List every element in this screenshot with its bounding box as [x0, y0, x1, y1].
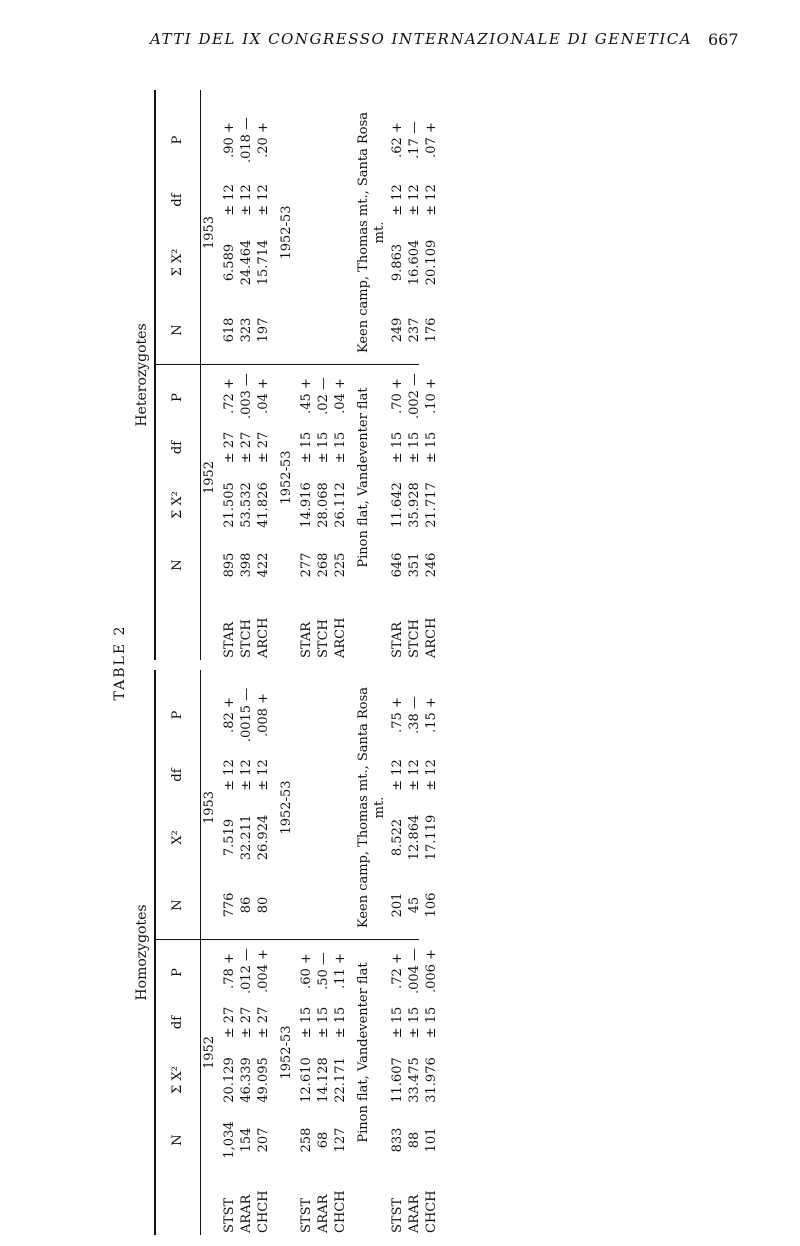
cell-x1: 12.610 — [299, 1057, 314, 1103]
cell-p2: .38 — — [407, 696, 422, 734]
cell-n1: 422 — [256, 552, 271, 578]
cell-p1: .60 + — [299, 953, 314, 989]
col-x2: Σ X² — [170, 491, 185, 519]
cell-df2: ± 12 — [256, 759, 271, 791]
section-label: 1953 — [202, 790, 217, 825]
cell-n1: 101 — [424, 1127, 439, 1153]
cell-x2: 9.863 — [390, 243, 405, 282]
cell-n2: 776 — [222, 892, 237, 918]
cell-n1: 895 — [222, 552, 237, 578]
cell-n2: 197 — [256, 317, 271, 343]
cell-df1: ± 27 — [256, 1006, 271, 1039]
col-p-2: P — [170, 135, 185, 145]
cell-name: ARAR — [316, 1194, 331, 1233]
section-label: 1952 — [202, 1035, 217, 1070]
cell-name: STAR — [390, 621, 405, 658]
col-p-2: P — [170, 710, 185, 720]
cell-x1: 35.928 — [407, 482, 422, 528]
cell-n2: 80 — [256, 896, 271, 914]
cell-df1: ± 15 — [390, 431, 405, 464]
cell-n2: 86 — [239, 896, 254, 914]
cell-n1: 277 — [299, 552, 314, 578]
cell-x1: 22.171 — [333, 1057, 348, 1103]
cell-x2: 32.211 — [239, 814, 254, 861]
section-label: 1952-53 — [279, 205, 294, 260]
cell-x1: 11.607 — [390, 1057, 405, 1103]
section-label: 1952-53 — [279, 780, 294, 835]
section-label: Pinon flat, Vandeventer flat — [356, 962, 371, 1143]
cell-n1: 833 — [390, 1127, 405, 1153]
cell-n1: 68 — [316, 1131, 331, 1149]
cell-df1: ± 15 — [390, 1006, 405, 1039]
cell-x1: 21.505 — [222, 482, 237, 528]
cell-x1: 14.916 — [299, 482, 314, 528]
cell-n1: 88 — [407, 1131, 422, 1149]
cell-x1: 33.475 — [407, 1057, 422, 1103]
section-label: Pinon flat, Vandeventer flat — [356, 387, 371, 568]
page-header — [0, 0, 800, 70]
cell-df2: ± 12 — [424, 759, 439, 791]
heterozygotes-block — [134, 90, 439, 660]
cell-p2: .018 — — [239, 116, 254, 164]
section-label: 1953 — [202, 215, 217, 250]
homozygotes-block — [134, 670, 439, 1235]
cell-n2: 618 — [222, 317, 237, 343]
cell-df1: ± 27 — [239, 1006, 254, 1039]
section-label: 1952 — [202, 460, 217, 495]
cell-x2: 26.924 — [256, 814, 271, 861]
cell-name: ARAR — [407, 1194, 422, 1233]
cell-p1: .72 + — [390, 953, 405, 989]
cell-name: CHCH — [333, 1190, 348, 1233]
cell-name: ARCH — [256, 617, 271, 658]
col-p: P — [170, 968, 185, 977]
col-df-2: df — [170, 193, 185, 207]
cell-p1: .72 + — [222, 378, 237, 414]
col-n: N — [170, 559, 185, 571]
cell-df1: ± 15 — [299, 431, 314, 464]
cell-df1: ± 15 — [424, 1006, 439, 1039]
cell-n1: 207 — [256, 1127, 271, 1153]
cell-x2: 8.522 — [390, 818, 405, 857]
cell-x2: 16.604 — [407, 239, 422, 286]
col-n: N — [170, 1134, 185, 1146]
cell-x1: 28.068 — [316, 482, 331, 528]
section-label: Keen camp, Thomas mt., Santa Rosa mt. — [356, 111, 387, 354]
col-n-2: N — [170, 899, 185, 911]
cell-p1: .70 + — [390, 378, 405, 414]
cell-n2: 176 — [424, 317, 439, 343]
cell-n1: 258 — [299, 1127, 314, 1153]
cell-df1: ± 27 — [222, 431, 237, 464]
section-label: Keen camp, Thomas mt., Santa Rosa mt. — [356, 686, 387, 929]
cell-p2: .20 + — [256, 122, 271, 158]
cell-name: CHCH — [424, 1190, 439, 1233]
cell-df2: ± 12 — [407, 759, 422, 791]
cell-n1: 246 — [424, 552, 439, 578]
cell-p2: .90 + — [222, 122, 237, 158]
cell-x1: 31.976 — [424, 1057, 439, 1103]
cell-x2: 17.119 — [424, 814, 439, 861]
cell-n1: 398 — [239, 552, 254, 578]
col-x2-2: X² — [170, 830, 185, 845]
cell-x1: 26.112 — [333, 482, 348, 528]
cell-p1: .78 + — [222, 953, 237, 989]
cell-p1: .004 + — [256, 949, 271, 993]
cell-df1: ± 15 — [407, 1006, 422, 1039]
cell-df2: ± 12 — [239, 759, 254, 791]
cell-df2: ± 12 — [390, 759, 405, 791]
col-x2-2: Σ X² — [170, 248, 185, 277]
cell-p2: .0015 — — [239, 687, 254, 743]
cell-p1: .50 — — [316, 952, 331, 990]
cell-name: CHCH — [256, 1190, 271, 1233]
cell-p1: .012 — — [239, 947, 254, 995]
cell-p1: .003 — — [239, 372, 254, 420]
cell-p2: .62 + — [390, 122, 405, 158]
cell-name: STST — [299, 1197, 314, 1233]
cell-x2: 24.464 — [239, 239, 254, 286]
cell-df2: ± 12 — [407, 184, 422, 216]
cell-p1: .002 — — [407, 372, 422, 420]
cell-p1: .02 — — [316, 377, 331, 415]
cell-df1: ± 27 — [222, 1006, 237, 1039]
cell-name: STAR — [299, 621, 314, 658]
heterozygotes-title: Heterozygotes — [134, 323, 150, 427]
cell-x1: 20.129 — [222, 1057, 237, 1103]
cell-n1: 127 — [333, 1127, 348, 1153]
heterozygotes-column-header — [154, 90, 201, 660]
cell-n1: 646 — [390, 552, 405, 578]
cell-name: STCH — [239, 619, 254, 658]
cell-p1: .04 + — [256, 378, 271, 414]
cell-x1: 41.826 — [256, 482, 271, 528]
cell-p2: .82 + — [222, 697, 237, 733]
cell-x2: 6.589 — [222, 243, 237, 282]
cell-n2: 201 — [390, 892, 405, 918]
cell-df1: ± 27 — [256, 431, 271, 464]
cell-n2: 249 — [390, 317, 405, 343]
cell-df1: ± 15 — [407, 431, 422, 464]
col-x2: Σ X² — [170, 1066, 185, 1094]
cell-p2: .75 + — [390, 697, 405, 733]
cell-df1: ± 27 — [239, 431, 254, 464]
cell-df2: ± 12 — [390, 184, 405, 216]
cell-df2: ± 12 — [424, 184, 439, 216]
cell-x1: 49.095 — [256, 1057, 271, 1103]
col-n-2: N — [170, 324, 185, 336]
cell-x2: 12.864 — [407, 814, 422, 861]
cell-df1: ± 15 — [333, 431, 348, 464]
homozygotes-title: Homozygotes — [134, 904, 150, 1001]
cell-df2: ± 12 — [239, 184, 254, 216]
cell-n2: 106 — [424, 892, 439, 918]
cell-df2: ± 12 — [222, 759, 237, 791]
cell-x1: 14.128 — [316, 1057, 331, 1103]
col-p: P — [170, 393, 185, 402]
cell-n1: 225 — [333, 552, 348, 578]
cell-name: ARCH — [333, 617, 348, 658]
section-label: 1952-53 — [279, 450, 294, 505]
cell-name: STST — [390, 1197, 405, 1233]
cell-x1: 46.339 — [239, 1057, 254, 1103]
section-label: 1952-53 — [279, 1025, 294, 1080]
cell-p1: .004 — — [407, 947, 422, 995]
col-df: df — [170, 440, 185, 455]
cell-n2: 45 — [407, 896, 422, 914]
cell-name: STAR — [222, 621, 237, 658]
cell-n2: 323 — [239, 317, 254, 343]
cell-p1: .11 + — [333, 953, 348, 989]
page-number: 667 — [708, 30, 739, 49]
cell-df1: ± 15 — [299, 1006, 314, 1039]
cell-p2: .07 + — [424, 122, 439, 158]
cell-p1: .006 + — [424, 949, 439, 993]
cell-p1: .45 + — [299, 378, 314, 414]
cell-p1: .10 + — [424, 378, 439, 414]
cell-x1: 21.717 — [424, 482, 439, 528]
cell-name: STCH — [316, 619, 331, 658]
cell-n1: 351 — [407, 552, 422, 578]
cell-n1: 1,034 — [222, 1121, 237, 1159]
cell-df1: ± 15 — [316, 431, 331, 464]
cell-x1: 53.532 — [239, 482, 254, 528]
cell-x1: 11.642 — [390, 482, 405, 528]
cell-name: ARCH — [424, 617, 439, 658]
cell-df2: ± 12 — [256, 184, 271, 216]
cell-name: STCH — [407, 619, 422, 658]
cell-p2: .15 + — [424, 697, 439, 733]
col-df-2: df — [170, 768, 185, 782]
cell-name: STST — [222, 1197, 237, 1233]
cell-df1: ± 15 — [333, 1006, 348, 1039]
rotated-table — [112, 90, 722, 1235]
cell-p2: .17 — — [407, 121, 422, 159]
cell-n1: 154 — [239, 1127, 254, 1153]
cell-p2: .008 + — [256, 693, 271, 737]
cell-x2: 7.519 — [222, 818, 237, 857]
running-title: ATTI DEL IX CONGRESSO INTERNAZIONALE DI GENETICA — [150, 30, 693, 48]
cell-x2: 15.714 — [256, 239, 271, 286]
cell-x2: 20.109 — [424, 239, 439, 286]
cell-n1: 268 — [316, 552, 331, 578]
homozygotes-column-header — [154, 670, 201, 1235]
cell-p1: .04 + — [333, 378, 348, 414]
cell-df1: ± 15 — [424, 431, 439, 464]
col-df: df — [170, 1015, 185, 1030]
cell-df1: ± 15 — [316, 1006, 331, 1039]
cell-df2: ± 12 — [222, 184, 237, 216]
cell-name: ARAR — [239, 1194, 254, 1233]
table-caption: TABLE 2 — [112, 624, 128, 701]
cell-n2: 237 — [407, 317, 422, 343]
